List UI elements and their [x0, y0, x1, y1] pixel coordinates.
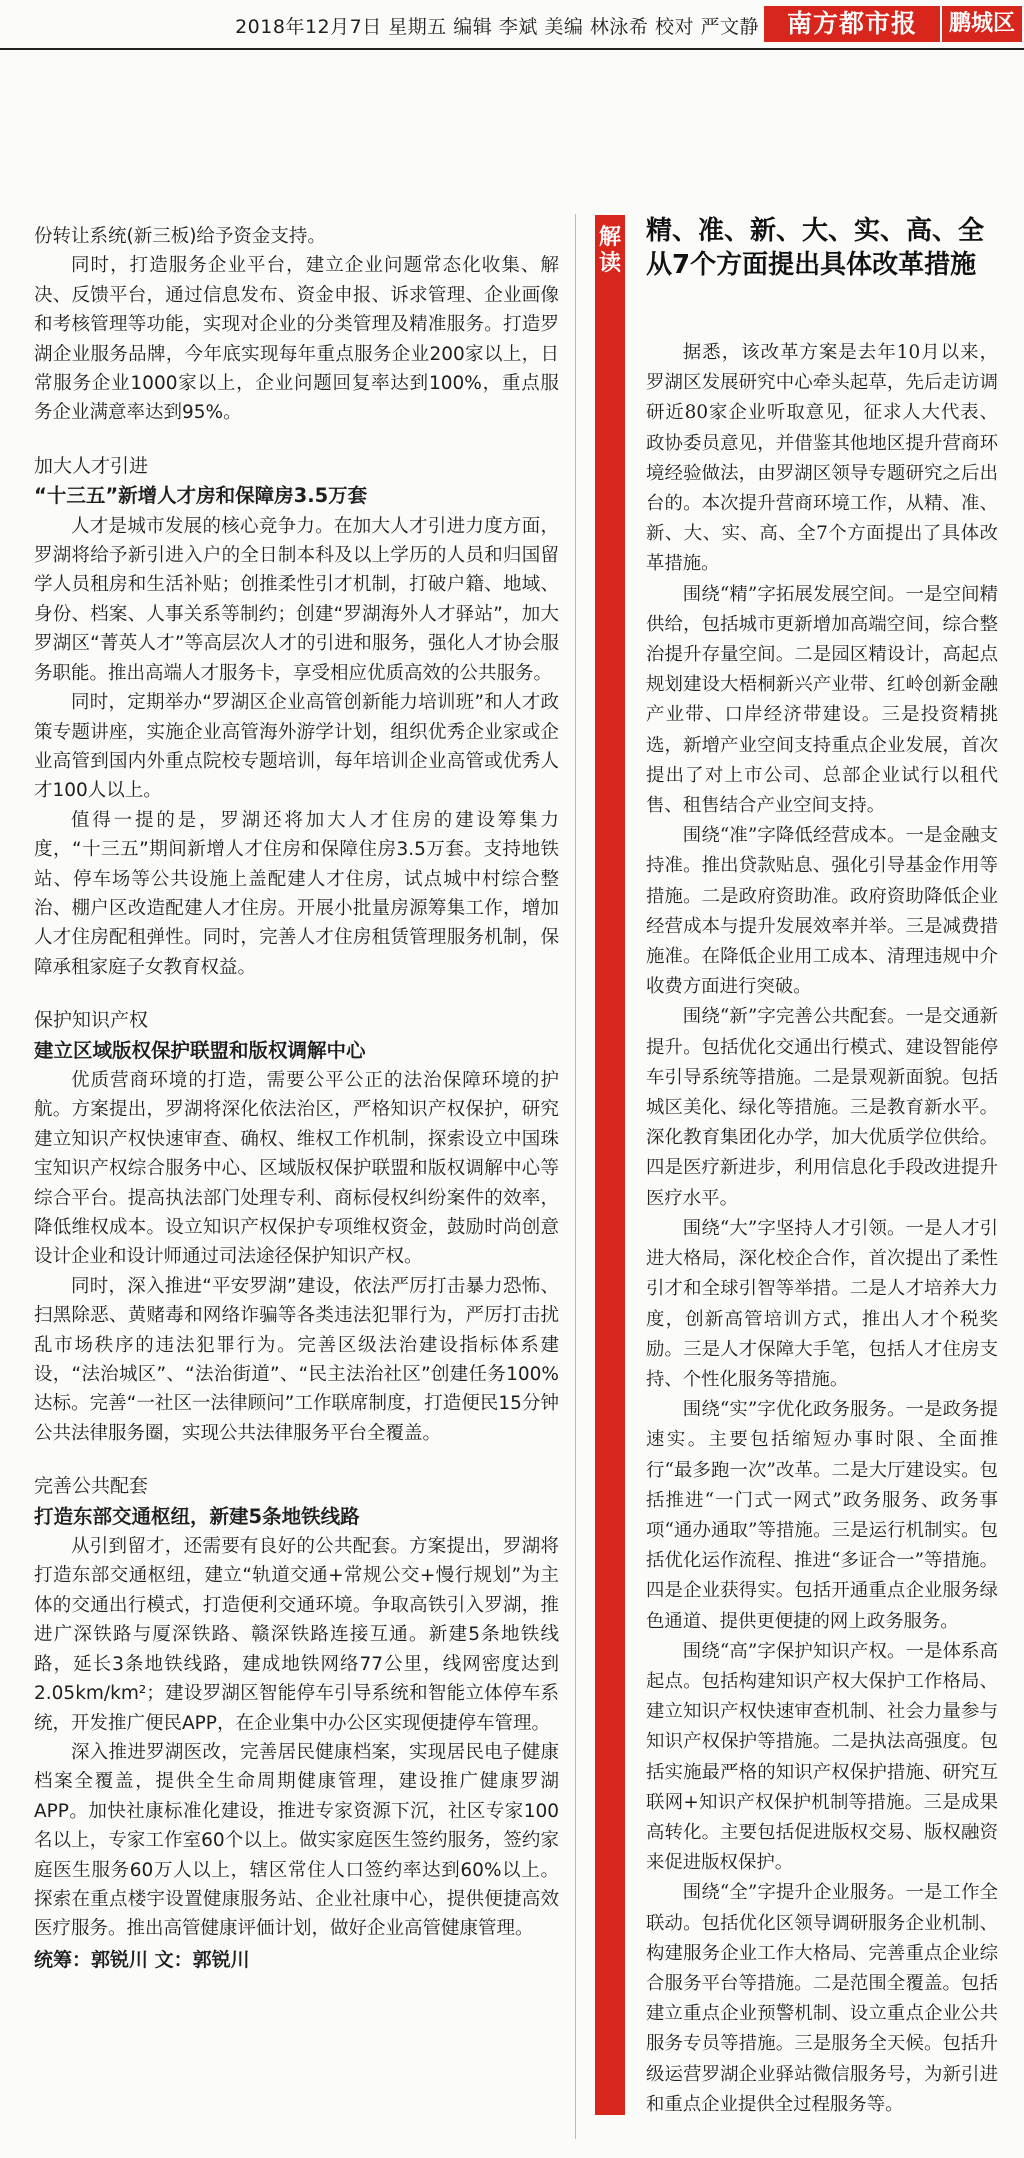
section-kicker: 保护知识产权 [34, 1009, 149, 1032]
section-kicker: 加大人才引进 [34, 454, 149, 477]
main-article-column [34, 222, 559, 1975]
sidebar-headline [646, 214, 998, 282]
section-logo: 鹏城区 [942, 6, 1022, 42]
column-divider [575, 214, 576, 2139]
paragraph: 同时，定期举办“罗湖区企业高管创新能力培训班”和人才政策专题讲座，实施企业高管海外游学计划，组织优秀企业家或企业高管到国内外重点院校专题培训，每年培训企业高管或优秀人才100人以上。 [34, 692, 559, 802]
interpretation-tag-label: 解读 [598, 225, 621, 276]
sidebar-body [646, 338, 998, 2120]
paragraph: 围绕“大”字坚持人才引领。一是人才引进大格局，深化校企合作，首次提出了柔性引才和全球引智等举措。二是人才培养大力度，创新高管培训方式，推出人才个税奖励。三是人才保障大手笔，包括人才住房支持、个性化服务等措施。 [646, 1217, 998, 1390]
sidebar-headline-line-1: 精、准、新、大、实、高、全 [646, 216, 985, 246]
newspaper-logo: 南方都市报 [764, 6, 940, 42]
paragraph: 从引到留才，还需要有良好的公共配套。方案提出，罗湖将打造东部交通枢纽，建立“轨道交通+常规公交+慢行规划”为主体的交通出行模式，打造便利交通环境。争取高铁引入罗湖，推进广深铁路与厦深铁路、赣深铁路连接互通。新建5条地铁线路，延长3条地铁线路，建成地铁网络77公里，线网密度达到2.05km/km²；建设罗湖区智能停车引导系统和智能立体停车系统，开发推广便民APP，在企业集中办公区实现便捷停车管理。 [34, 1536, 559, 1734]
page-meta: 2018年12月7日 星期五 编辑 李斌 美编 林泳希 校对 严文静 [235, 16, 759, 38]
paragraph: 人才是城市发展的核心竞争力。在加大人才引进力度方面，罗湖将给予新引进入户的全日制本科及以上学历的人员和归国留学人员租房和生活补贴；创推柔性引才机制，打破户籍、地域、身份、档案、人事关系等制约；创建“罗湖海外人才驿站”，加大罗湖区“菁英人才”等高层次人才的引进和服务，强化人才协会服务职能。推出高端人才服务卡，享受相应优质高效的公共服务。 [34, 515, 559, 684]
sidebar-headline-line-2: 从7个方面提出具体改革措施 [646, 250, 977, 280]
paragraph: 优质营商环境的打造，需要公平公正的法治保障环境的护航。方案提出，罗湖将深化依法治区，严格知识产权保护，研究建立知识产权快速审查、确权、维权工作机制，探索设立中国珠宝知识产权综合服务中心、区域版权保护联盟和版权调解中心等综合平台。提高执法部门处理专利、商标侵权纠纷案件的效率，降低维权成本。设立知识产权保护专项维权资金，鼓励时尚创意设计企业和设计师通过司法途径保护知识产权。 [34, 1069, 559, 1268]
paragraph: 围绕“实”字优化政务服务。一是政务提速实。主要包括缩短办事时限、全面推行“最多跑一次”改革。二是大厅建设实。包括推进“一门式一网式”政务服务、政务事项“通办通取”等措施。三是运行机制实。包括优化运作流程、推进“多证合一”等措施。四是企业获得实。包括开通重点企业服务绿色通道、提供更便捷的网上政务服务。 [646, 1399, 998, 1632]
paragraph: 据悉，该改革方案是去年10月以来，罗湖区发展研究中心牵头起草，先后走访调研近80家企业听取意见，征求人大代表、政协委员意见，并借鉴其他地区提升营商环境经验做法，由罗湖区领导专题研究之后出台的。本次提升营商环境工作，从精、准、新、大、实、高、全7个方面提出了具体改革措施。 [646, 342, 998, 575]
paragraph: 同时，打造服务企业平台，建立企业问题常态化收集、解决、反馈平台，通过信息发布、资金申报、诉求管理、企业画像和考核管理等功能，实现对企业的分类管理及精准服务。打造罗湖企业服务品牌，今年底实现每年重点服务企业200家以上，日常服务企业1000家以上，企业问题回复率达到100%，重点服务企业满意率达到95%。 [34, 255, 559, 424]
paragraph: 围绕“全”字提升企业服务。一是工作全联动。包括优化区领导调研服务企业机制、构建服务企业工作大格局、完善重点企业综合服务平台等措施。二是范围全覆盖。包括建立重点企业预警机制、设立重点企业公共服务专员等措施。三是服务全天候。包括升级运营罗湖企业驿站微信服务号，为新引进和重点企业提供全过程服务等。 [646, 1882, 998, 2115]
paragraph: 围绕“新”字完善公共配套。一是交通新提升。包括优化交通出行模式、建设智能停车引导系统等措施。二是景观新面貌。包括城区美化、绿化等措施。三是教育新水平。深化教育集团化办学，加大优质学位供给。四是医疗新进步，利用信息化手段改进提升医疗水平。 [646, 1006, 998, 1209]
sidebar-article-column [646, 214, 998, 2120]
masthead [0, 0, 1024, 50]
section-heading: “十三五”新增人才房和保障房3.5万套 [34, 484, 368, 508]
interpretation-tag [595, 215, 625, 2115]
paragraph: 份转让系统(新三板)给予资金支持。 [34, 226, 326, 247]
paragraph: 深入推进罗湖医改，完善居民健康档案，实现居民电子健康档案全覆盖，提供全生命周期健康管理，建设推广健康罗湖APP。加快社康标准化建设，推进专家资源下沉，社区专家100名以上，专家工作室60个以上。做实家庭医生签约服务，签约家庭医生服务60万人以上，辖区常住人口签约率达到60%以上。探索在重点楼宇设置健康服务站、企业社康中心，提供便捷高效医疗服务。推出高管健康评価计划，做好企业高管健康管理。 [34, 1741, 559, 1940]
section-kicker: 完善公共配套 [34, 1475, 149, 1498]
paragraph: 围绕“精”字拓展发展空间。一是空间精供给，包括城市更新增加高端空间，综合整治提升存量空间。二是园区精设计，高起点规划建设大梧桐新兴产业带、红岭创新金融产业带、口岸经济带建设。三是投资精挑选，新增产业空间支持重点企业发展，首次提出了对上市公司、总部企业试行以租代售、租售结合产业空间支持。 [646, 583, 998, 817]
paragraph: 围绕“高”字保护知识产权。一是体系高起点。包括构建知识产权大保护工作格局、建立知识产权快速审查机制、社会力量参与知识产权保护等措施。二是执法高强度。包括实施最严格的知识产权保护措施、研究互联网+知识产权保护机制等措施。三是成果高转化。主要包括促进版权交易、版权融资来促进版权保护。 [646, 1640, 998, 1874]
section-heading: 打造东部交通枢纽，新建5条地铁线路 [34, 1504, 360, 1528]
paragraph: 围绕“准”字降低经营成本。一是金融支持准。推出贷款贴息、强化引导基金作用等措施。二是政府资助准。政府资助降低企业经营成本与提升发展效率并举。三是减费措施准。在降低企业用工成本、清理违规中介收费方面进行突破。 [646, 825, 998, 998]
byline: 统筹：郭锐川 文：郭锐川 [34, 1948, 250, 1971]
paragraph: 同时，深入推进“平安罗湖”建设，依法严厉打击暴力恐怖、扫黑除恶、黄赌毒和网络诈骗等各类违法犯罪行为，严厉打击扰乱市场秩序的违法犯罪行为。完善区级法治建设指标体系建设，“法治城区”、“法治街道”、“民主法治社区”创建任务100%达标。完善“一社区一法律顾问”工作联席制度，打造便民15分钟公共法律服务圈，实现公共法律服务平台全覆盖。 [34, 1275, 559, 1444]
section-heading: 建立区域版权保护联盟和版权调解中心 [34, 1038, 366, 1062]
paragraph: 值得一提的是，罗湖还将加大人才住房的建设筹集力度，“十三五”期间新增人才住房和保障住房3.5万套。支持地铁站、停车场等公共设施上盖配建人才住房，试点城中村综合整治、棚户区改造配建人才住房。开展小批量房源筹集工作，增加人才住房配租弹性。同时，完善人才住房租赁管理服务机制，保障承租家庭子女教育权益。 [34, 809, 559, 978]
